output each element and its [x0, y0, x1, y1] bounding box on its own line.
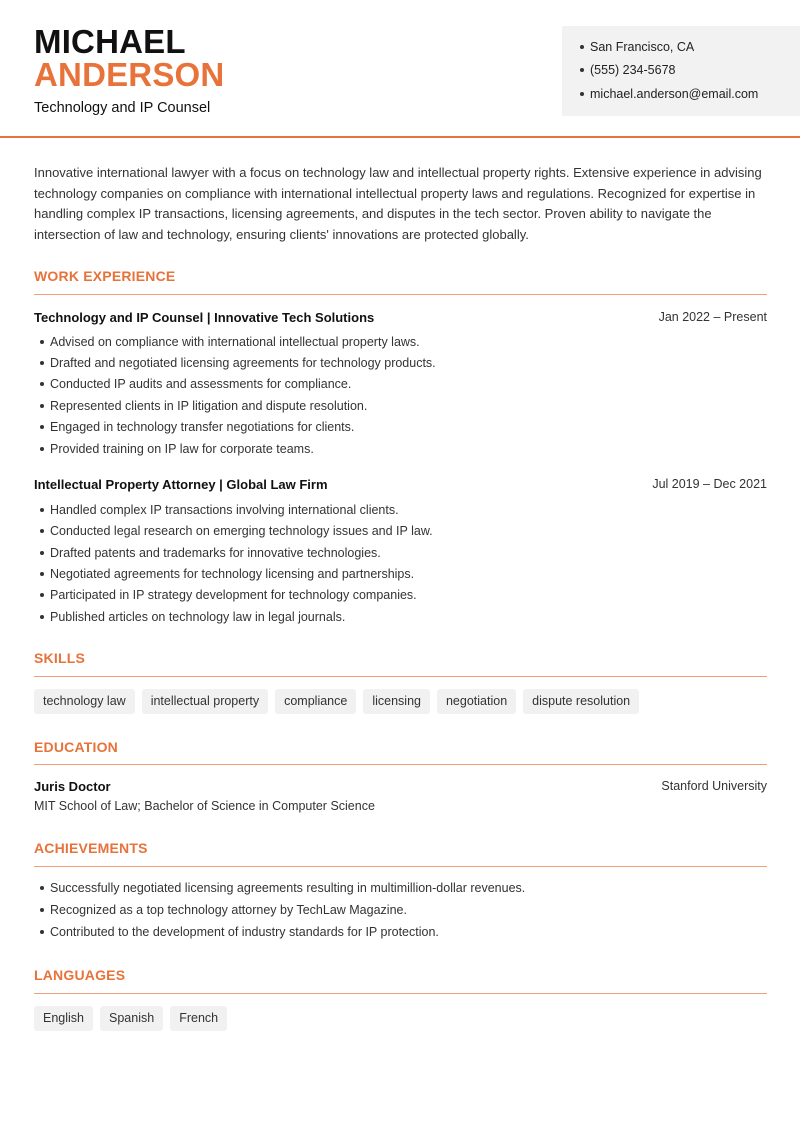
contact-location [580, 40, 694, 54]
job-bullet [40, 377, 351, 391]
section-divider [34, 676, 767, 677]
section-title-work: WORK EXPERIENCE [34, 268, 176, 284]
bullet-icon [580, 45, 584, 49]
achievement-text: Recognized as a top technology attorney by TechLaw Magazine. [50, 903, 407, 917]
skills-list [34, 689, 639, 714]
location-text: San Francisco, CA [590, 40, 695, 54]
job-heading: Intellectual Property Attorney | Global Law Firm [34, 477, 328, 492]
job-bullet [40, 524, 433, 538]
bullet-text: Conducted IP audits and assessments for compliance. [50, 377, 352, 391]
bullet-icon [40, 447, 44, 451]
language-chip: French [170, 1006, 227, 1031]
skill-chip: intellectual property [142, 689, 268, 714]
bullet-text: Advised on compliance with international intellectual property laws. [50, 335, 420, 349]
skill-chip: licensing [363, 689, 430, 714]
job-bullet [40, 610, 345, 624]
achievement-text: Successfully negotiated licensing agreements resulting in multimillion-dollar revenues. [50, 881, 526, 895]
bullet-text: Provided training on IP law for corporate teams. [50, 442, 314, 456]
section-title-education: EDUCATION [34, 739, 118, 755]
bullet-icon [40, 908, 44, 912]
language-chip: Spanish [100, 1006, 163, 1031]
summary-paragraph: Innovative international lawyer with a focus on technology law and intellectual property rights. Extensive experience in advising technology companies on compliance with international intellectual property laws and regulations. Recognized for expertise in handling complex IP transactions, licensing agreements, and disputes in the tech sector. Proven ability to navigate the intersection of law and technology, ensuring clients' innovations are protected globally. [34, 165, 762, 243]
bullet-text: Handled complex IP transactions involving international clients. [50, 503, 399, 517]
section-divider [34, 764, 767, 765]
contact-phone [580, 63, 675, 77]
job-heading: Technology and IP Counsel | Innovative Tech Solutions [34, 310, 375, 325]
skill-chip: technology law [34, 689, 135, 714]
achievement-text: Contributed to the development of industry standards for IP protection. [50, 925, 439, 939]
bullet-icon [40, 593, 44, 597]
job-bullet [40, 356, 436, 370]
email-text: michael.anderson@email.com [590, 87, 759, 101]
bullet-text: Conducted legal research on emerging technology issues and IP law. [50, 524, 433, 538]
achievement-item [40, 925, 439, 939]
skill-chip: compliance [275, 689, 356, 714]
language-chip: English [34, 1006, 93, 1031]
job-bullet [40, 588, 417, 602]
languages-list [34, 1006, 227, 1031]
job-bullet [40, 442, 314, 456]
bullet-icon [580, 68, 584, 72]
section-divider [34, 993, 767, 994]
job-dates: Jul 2019 – Dec 2021 [652, 477, 767, 491]
education-detail: MIT School of Law; Bachelor of Science in Computer Science [34, 799, 375, 813]
bullet-text: Represented clients in IP litigation and dispute resolution. [50, 399, 368, 413]
last-name: ANDERSON [34, 56, 225, 93]
bullet-icon [40, 425, 44, 429]
bullet-text: Participated in IP strategy development for technology companies. [50, 588, 417, 602]
education-degree: Juris Doctor [34, 779, 111, 794]
section-title-skills: SKILLS [34, 650, 85, 666]
achievement-item [40, 881, 525, 895]
bullet-icon [580, 92, 584, 96]
first-name: MICHAEL [34, 23, 186, 60]
section-title-achievements: ACHIEVEMENTS [34, 840, 148, 856]
bullet-icon [40, 886, 44, 890]
phone-text: (555) 234-5678 [590, 63, 676, 77]
contact-box [562, 26, 800, 116]
bullet-icon [40, 930, 44, 934]
job-bullet [40, 335, 420, 349]
job-bullet [40, 503, 399, 517]
bullet-icon [40, 551, 44, 555]
bullet-text: Drafted patents and trademarks for innovative technologies. [50, 546, 381, 560]
job-bullet [40, 420, 354, 434]
job-bullet [40, 567, 414, 581]
bullet-icon [40, 508, 44, 512]
bullet-icon [40, 340, 44, 344]
section-divider [34, 294, 767, 295]
skill-chip: negotiation [437, 689, 516, 714]
education-school: Stanford University [661, 779, 767, 793]
section-divider [34, 866, 767, 867]
bullet-icon [40, 572, 44, 576]
bullet-text: Drafted and negotiated licensing agreements for technology products. [50, 356, 436, 370]
resume-header [0, 0, 800, 138]
bullet-text: Engaged in technology transfer negotiations for clients. [50, 420, 355, 434]
bullet-icon [40, 382, 44, 386]
bullet-icon [40, 404, 44, 408]
bullet-text: Published articles on technology law in legal journals. [50, 610, 346, 624]
professional-title: Technology and IP Counsel [34, 100, 211, 116]
job-bullet [40, 399, 367, 413]
bullet-icon [40, 361, 44, 365]
skill-chip: dispute resolution [523, 689, 639, 714]
bullet-icon [40, 615, 44, 619]
contact-email [580, 87, 758, 101]
section-title-languages: LANGUAGES [34, 967, 126, 983]
achievement-item [40, 903, 407, 917]
bullet-text: Negotiated agreements for technology licensing and partnerships. [50, 567, 415, 581]
bullet-icon [40, 529, 44, 533]
job-bullet [40, 546, 381, 560]
job-dates: Jan 2022 – Present [658, 310, 767, 324]
